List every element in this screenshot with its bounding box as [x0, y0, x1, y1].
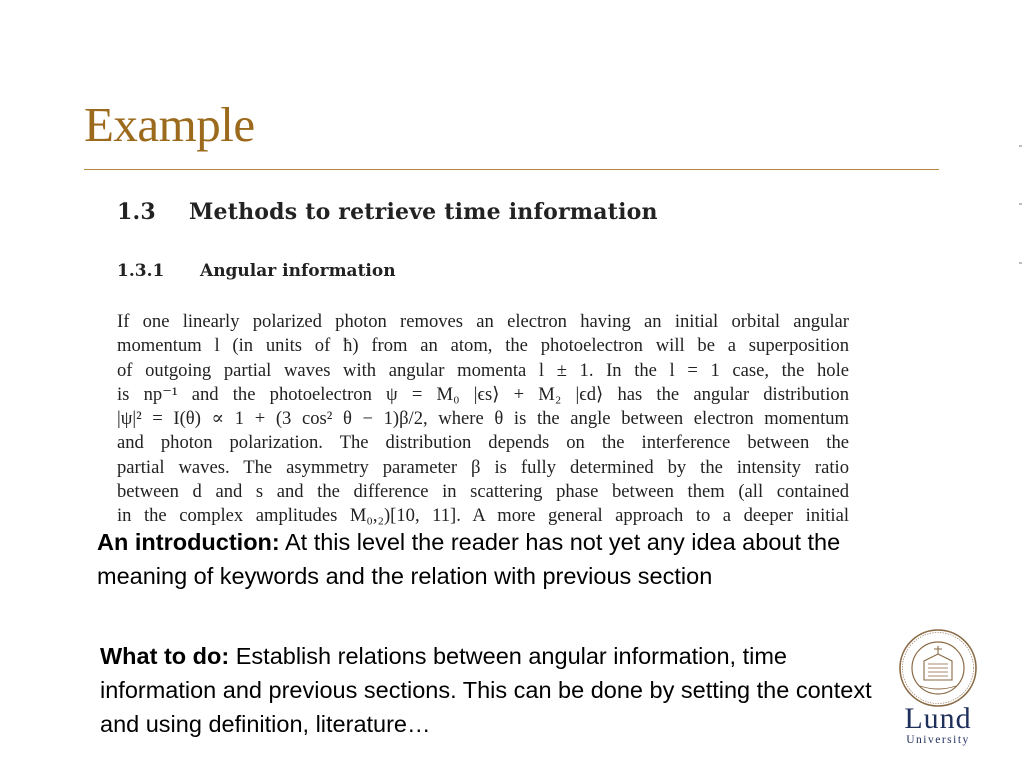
paper-body: [117, 310, 849, 529]
what-to-do-text: Establish relations between angular information, time information and previous sections. This can be done by setting the context and using definition, literature…: [100, 643, 872, 737]
paper-line: is np⁻¹ and the photoelectron ψ = M₀ |ϵs⟩ + M₂ |ϵd⟩ has the angular distribution: [117, 383, 849, 405]
university-seal-icon: [898, 628, 978, 708]
logo-wordmark: Lund: [904, 702, 972, 735]
section-heading: [117, 199, 658, 225]
edge-mark: [1019, 203, 1022, 205]
what-to-do-label: What to do:: [100, 643, 230, 669]
logo-subtitle: University: [906, 734, 970, 746]
introduction-label: An introduction:: [97, 529, 280, 555]
paper-line: momentum l (in units of ħ) from an atom, the photoelectron will be a superposition: [117, 335, 849, 357]
slide-title: Example: [84, 97, 255, 152]
paper-line: between d and s and the difference in scattering phase between them (all contained: [117, 481, 849, 503]
paper-excerpt: [117, 196, 852, 527]
introduction-callout: [97, 525, 897, 593]
subsection-heading: [117, 261, 396, 281]
edge-mark: [1019, 262, 1022, 264]
title-divider: [84, 169, 939, 170]
edge-mark: [1019, 145, 1022, 147]
paper-line: If one linearly polarized photon removes an electron having an initial orbital angular: [117, 311, 849, 332]
paper-line: partial waves. The asymmetry parameter β is fully determined by the intensity ratio: [117, 456, 849, 478]
introduction-text: At this level the reader has not yet any idea about the meaning of keywords and the relation with previous section: [97, 529, 841, 589]
university-logo: [888, 628, 988, 748]
paper-line: in the complex amplitudes M₀,₂)[10, 11]. A more general approach to a deeper initial: [117, 505, 849, 527]
paper-line: and photon polarization. The distribution depends on the interference between the: [117, 432, 849, 454]
subsection-number: 1.3.1: [117, 261, 165, 281]
what-to-do-callout: [100, 639, 890, 741]
paper-line: |ψ|² = I(θ) ∝ 1 + (3 cos² θ − 1)β/2, where θ is the angle between electron momentum: [117, 408, 849, 430]
section-title: Methods to retrieve time information: [189, 199, 658, 225]
paper-line: of outgoing partial waves with angular momenta l ± 1. In the l = 1 case, the hole: [117, 359, 849, 381]
section-number: 1.3: [117, 199, 156, 225]
subsection-title: Angular information: [200, 261, 396, 281]
